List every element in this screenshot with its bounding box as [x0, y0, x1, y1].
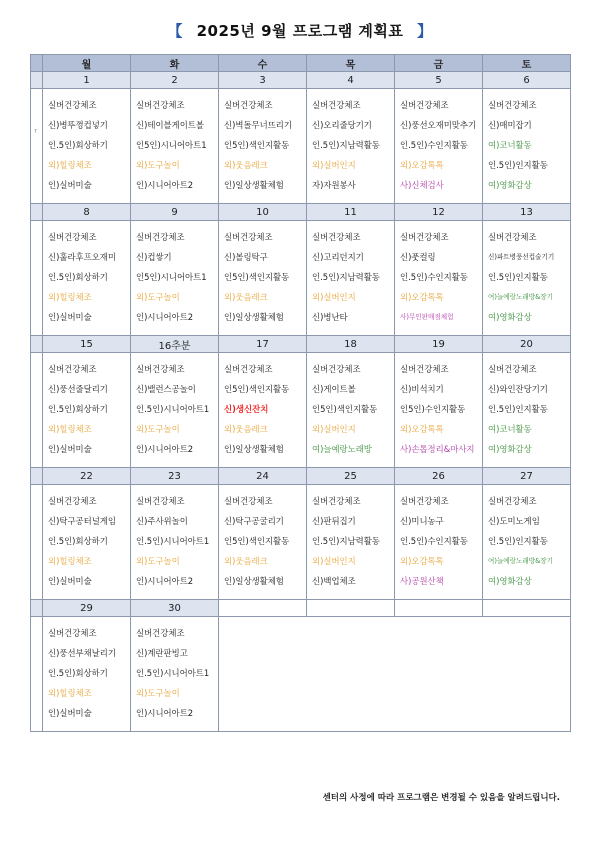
date-cell: 25 — [307, 468, 395, 485]
program-item: 신)병뚜껑컵넣기 — [48, 120, 108, 130]
program-item: 실버건강체조 — [136, 232, 185, 242]
program-item: 인5인)색인지활동 — [312, 404, 378, 414]
program-item: 신)탁구공터널게임 — [48, 516, 116, 526]
program-item: 외)힐링체조 — [48, 292, 92, 302]
day-cell — [307, 485, 395, 600]
program-item: 인)일상생활체험 — [224, 576, 284, 586]
program-item: 실버건강체조 — [488, 364, 537, 374]
program-item: 실버건강체조 — [224, 232, 273, 242]
date-row — [31, 204, 571, 221]
program-item: 외)도구놀이 — [136, 160, 180, 170]
program-item: 외)힐링체조 — [48, 688, 92, 698]
program-item: 실버건강체조 — [312, 100, 361, 110]
program-item: 신)풍선오재미맞추기 — [400, 120, 477, 130]
date-cell: 6 — [483, 72, 571, 89]
program-item: 인.5인)지남력활동 — [312, 272, 380, 282]
title-bracket-right: 】 — [417, 22, 433, 40]
program-item: 인)실버미술 — [48, 708, 92, 718]
gutter-cell — [31, 336, 43, 353]
date-cell: 16추분 — [131, 336, 219, 353]
program-item: 실버건강체조 — [312, 232, 361, 242]
program-item: 실버건강체조 — [48, 232, 97, 242]
program-item: 인.5인)수인지활동 — [400, 536, 468, 546]
program-item: 인5인)색인지활동 — [224, 384, 290, 394]
program-item: 인)실버미술 — [48, 312, 92, 322]
program-item: 실버건강체조 — [400, 364, 449, 374]
program-item: 신)미니농구 — [400, 516, 444, 526]
day-cell — [483, 353, 571, 468]
program-item: 인)일상생활체험 — [224, 312, 284, 322]
program-item: 인.5인)인지활동 — [488, 404, 548, 414]
program-item: 외)도구놀이 — [136, 292, 180, 302]
program-item: 신)컵쌓기 — [136, 252, 172, 262]
program-item: 인)실버미술 — [48, 180, 92, 190]
program-item: 외)웃음레크 — [224, 556, 268, 566]
program-item: 사)공원산책 — [400, 576, 444, 586]
day-cell — [307, 353, 395, 468]
weekday-wed: 수 — [219, 55, 307, 72]
program-item: 인.5인)시니어아트1 — [136, 404, 210, 414]
date-cell: 15 — [43, 336, 131, 353]
program-item: 인5인)수인지활동 — [400, 404, 466, 414]
empty-date-cell — [219, 600, 307, 617]
program-item: 인.5인)회상하기 — [48, 140, 108, 150]
date-cell: 30 — [131, 600, 219, 617]
program-item: 외)힐링체조 — [48, 424, 92, 434]
weekday-mon: 월 — [43, 55, 131, 72]
program-item: 신)도미노게임 — [488, 516, 540, 526]
day-cell — [43, 221, 131, 336]
program-item: 인.5인)인지활동 — [488, 272, 548, 282]
program-row — [31, 89, 571, 204]
program-item: 신)백업체조 — [312, 576, 356, 586]
program-item: 인.5인)시니어아트1 — [136, 536, 210, 546]
date-cell: 22 — [43, 468, 131, 485]
program-item: 외)실버인지 — [312, 556, 356, 566]
date-cell: 4 — [307, 72, 395, 89]
program-item: 신)고리던지기 — [312, 252, 364, 262]
title-text: 2025년 9월 프로그램 계획표 — [196, 22, 404, 40]
program-item: 신)생신잔치 — [224, 404, 269, 414]
program-item: 실버건강체조 — [48, 364, 97, 374]
program-item: 외)오감톡톡 — [400, 160, 444, 170]
page-title — [0, 20, 600, 41]
program-item: 실버건강체조 — [312, 364, 361, 374]
program-item: 실버건강체조 — [400, 100, 449, 110]
weekday-header-row — [31, 55, 571, 72]
weekday-thu: 목 — [307, 55, 395, 72]
day-cell — [307, 89, 395, 204]
program-item: 인)시니어아트2 — [136, 576, 194, 586]
day-cell — [131, 89, 219, 204]
program-item: 인)시니어아트2 — [136, 180, 194, 190]
program-item: 실버건강체조 — [224, 496, 273, 506]
program-item: 외)오감톡톡 — [400, 424, 444, 434]
program-item: 여)영화감상 — [488, 576, 532, 586]
date-cell: 9 — [131, 204, 219, 221]
program-item: 신)파트병풍선컵술기기 — [488, 253, 555, 261]
program-item: 외)실버인지 — [312, 160, 356, 170]
date-cell: 29 — [43, 600, 131, 617]
program-item: 신)병난타 — [312, 312, 348, 322]
program-item: 외)오감톡톡 — [400, 556, 444, 566]
program-item: 사)손톱정리&마사지 — [400, 444, 475, 454]
date-cell: 5 — [395, 72, 483, 89]
date-cell: 3 — [219, 72, 307, 89]
day-cell — [483, 89, 571, 204]
gutter-cell — [31, 468, 43, 485]
program-item: 신)풍선줄달리기 — [48, 384, 108, 394]
program-item: 여)늘예랑노래방&장기 — [488, 557, 554, 565]
gutter-cell — [31, 353, 43, 468]
day-cell — [43, 617, 131, 732]
program-item: 여)영화감상 — [488, 312, 532, 322]
program-item: 신)훌라후프오재미 — [48, 252, 116, 262]
gutter-cell — [31, 89, 43, 204]
date-row — [31, 468, 571, 485]
date-cell: 11 — [307, 204, 395, 221]
program-row — [31, 617, 571, 732]
program-item: 실버건강체조 — [488, 496, 537, 506]
program-item: 실버건강체조 — [224, 100, 273, 110]
program-item: 인5인)색인지활동 — [224, 272, 290, 282]
title-bracket-left: 【 — [167, 22, 183, 40]
program-item: 신)계란판빙고 — [136, 648, 188, 658]
day-cell — [43, 485, 131, 600]
program-item: 외)오감톡톡 — [400, 292, 444, 302]
program-item: 인5인)시니어아트1 — [136, 272, 207, 282]
program-item: 인5인)색인지활동 — [224, 140, 290, 150]
empty-date-cell — [483, 600, 571, 617]
program-item: 인.5인)인지활동 — [488, 160, 548, 170]
program-item: 실버건강체조 — [136, 364, 185, 374]
program-item: 인.5인)인지활동 — [488, 536, 548, 546]
program-item: 인.5인)지남력활동 — [312, 536, 380, 546]
program-item: 인.5인)회상하기 — [48, 272, 108, 282]
program-item: 실버건강체조 — [488, 232, 537, 242]
program-item: 인)시니어아트2 — [136, 708, 194, 718]
day-cell — [219, 89, 307, 204]
program-item: 인5인)시니어아트1 — [136, 140, 207, 150]
program-item: 신)풋컬링 — [400, 252, 436, 262]
program-item: 신)풍선부채날리기 — [48, 648, 116, 658]
date-cell: 2 — [131, 72, 219, 89]
gutter-cell — [31, 55, 43, 72]
program-item: 자)자원봉사 — [312, 180, 356, 190]
empty-day-cell — [219, 617, 571, 732]
day-cell — [131, 221, 219, 336]
day-cell — [219, 221, 307, 336]
day-cell — [395, 485, 483, 600]
program-item: 인)시니어아트2 — [136, 444, 194, 454]
gutter-cell — [31, 617, 43, 732]
program-item: 실버건강체조 — [48, 100, 97, 110]
program-item: 신)테이블게이트볼 — [136, 120, 204, 130]
program-item: 실버건강체조 — [136, 100, 185, 110]
gutter-cell — [31, 485, 43, 600]
weekday-sat: 토 — [483, 55, 571, 72]
program-item: 외)도구놀이 — [136, 556, 180, 566]
empty-date-cell — [395, 600, 483, 617]
day-cell — [43, 353, 131, 468]
day-cell — [131, 485, 219, 600]
day-cell — [483, 485, 571, 600]
date-cell: 17 — [219, 336, 307, 353]
program-row — [31, 353, 571, 468]
program-item: 신)주사위놀이 — [136, 516, 188, 526]
program-item: 외)웃음레크 — [224, 292, 268, 302]
program-item: 외)도구놀이 — [136, 424, 180, 434]
date-cell: 18 — [307, 336, 395, 353]
program-item: 외)힐링체조 — [48, 160, 92, 170]
program-row — [31, 485, 571, 600]
program-item: 여)늘예랑노래방&장기 — [488, 293, 554, 301]
program-item: 외)실버인지 — [312, 424, 356, 434]
program-item: 인.5인)수인지활동 — [400, 272, 468, 282]
program-item: 인)일상생활체험 — [224, 180, 284, 190]
program-item: 여)코너활동 — [488, 424, 532, 434]
program-item: 여)코너활동 — [488, 140, 532, 150]
date-cell: 20 — [483, 336, 571, 353]
program-item: 여)영화감상 — [488, 444, 532, 454]
program-item: 인.5인)회상하기 — [48, 404, 108, 414]
program-item: 인)일상생활체험 — [224, 444, 284, 454]
program-item: 외)힐링체조 — [48, 556, 92, 566]
date-cell: 24 — [219, 468, 307, 485]
program-item: 인)실버미술 — [48, 576, 92, 586]
program-item: 신)밸런스공놀이 — [136, 384, 196, 394]
date-row — [31, 336, 571, 353]
weekday-fri: 금 — [395, 55, 483, 72]
program-item: 인.5인)회상하기 — [48, 668, 108, 678]
program-item: 신)탁구공굴리기 — [224, 516, 284, 526]
date-cell: 27 — [483, 468, 571, 485]
gutter-cell — [31, 600, 43, 617]
program-item: 인.5인)수인지활동 — [400, 140, 468, 150]
program-item: 신)볼링탁구 — [224, 252, 268, 262]
program-item: 인)실버미술 — [48, 444, 92, 454]
gutter-cell — [31, 221, 43, 336]
program-item: 신)비석치기 — [400, 384, 444, 394]
program-item: 실버건강체조 — [136, 628, 185, 638]
program-item: 실버건강체조 — [312, 496, 361, 506]
program-item: 외)실버인지 — [312, 292, 356, 302]
program-item: 실버건강체조 — [48, 628, 97, 638]
program-item: 신)판뒤집기 — [312, 516, 356, 526]
program-row — [31, 221, 571, 336]
program-item: 실버건강체조 — [400, 232, 449, 242]
footer-note: 센터의 사정에 따라 프로그램은 변경될 수 있음을 알려드립니다. — [322, 793, 560, 803]
program-item: 인.5인)지남력활동 — [312, 140, 380, 150]
program-item: 신)오리줄당기기 — [312, 120, 372, 130]
date-cell: 13 — [483, 204, 571, 221]
weekday-tue: 화 — [131, 55, 219, 72]
program-item: 외)도구놀이 — [136, 688, 180, 698]
program-item: 여)영화감상 — [488, 180, 532, 190]
day-cell — [395, 89, 483, 204]
program-item: 실버건강체조 — [400, 496, 449, 506]
date-cell: 19 — [395, 336, 483, 353]
program-item: 인5인)색인지활동 — [224, 536, 290, 546]
program-item: 실버건강체조 — [488, 100, 537, 110]
date-cell: 26 — [395, 468, 483, 485]
program-item: 실버건강체조 — [136, 496, 185, 506]
date-cell: 8 — [43, 204, 131, 221]
day-cell — [131, 353, 219, 468]
date-cell: 1 — [43, 72, 131, 89]
program-item: 인.5인)회상하기 — [48, 536, 108, 546]
program-item: 신)게이트볼 — [312, 384, 356, 394]
program-item: 사)신체검사 — [400, 180, 444, 190]
program-item: 신)매미잡기 — [488, 120, 532, 130]
program-item: 외)웃음레크 — [224, 424, 268, 434]
program-item: 사)무인판매점체험 — [400, 313, 454, 321]
day-cell — [395, 353, 483, 468]
day-cell — [307, 221, 395, 336]
program-item: 외)웃음레크 — [224, 160, 268, 170]
day-cell — [131, 617, 219, 732]
gutter-cell — [31, 204, 43, 221]
program-item: 실버건강체조 — [224, 364, 273, 374]
program-item: 여)늘예랑노래방 — [312, 444, 372, 454]
day-cell — [219, 485, 307, 600]
program-item: 실버건강체조 — [48, 496, 97, 506]
program-item: 신)와인잔당기기 — [488, 384, 548, 394]
day-cell — [43, 89, 131, 204]
program-item: 인)시니어아트2 — [136, 312, 194, 322]
empty-date-cell — [307, 600, 395, 617]
date-cell: 12 — [395, 204, 483, 221]
program-item: 신)벽돌무너뜨리기 — [224, 120, 292, 130]
day-cell — [219, 353, 307, 468]
program-item: 인.5인)시니어아트1 — [136, 668, 210, 678]
day-cell — [483, 221, 571, 336]
day-cell — [395, 221, 483, 336]
gutter-cell — [31, 72, 43, 89]
program-calendar — [30, 54, 571, 732]
gutter-mark: ? — [34, 129, 37, 135]
date-cell: 10 — [219, 204, 307, 221]
date-row — [31, 72, 571, 89]
date-row — [31, 600, 571, 617]
date-cell: 23 — [131, 468, 219, 485]
